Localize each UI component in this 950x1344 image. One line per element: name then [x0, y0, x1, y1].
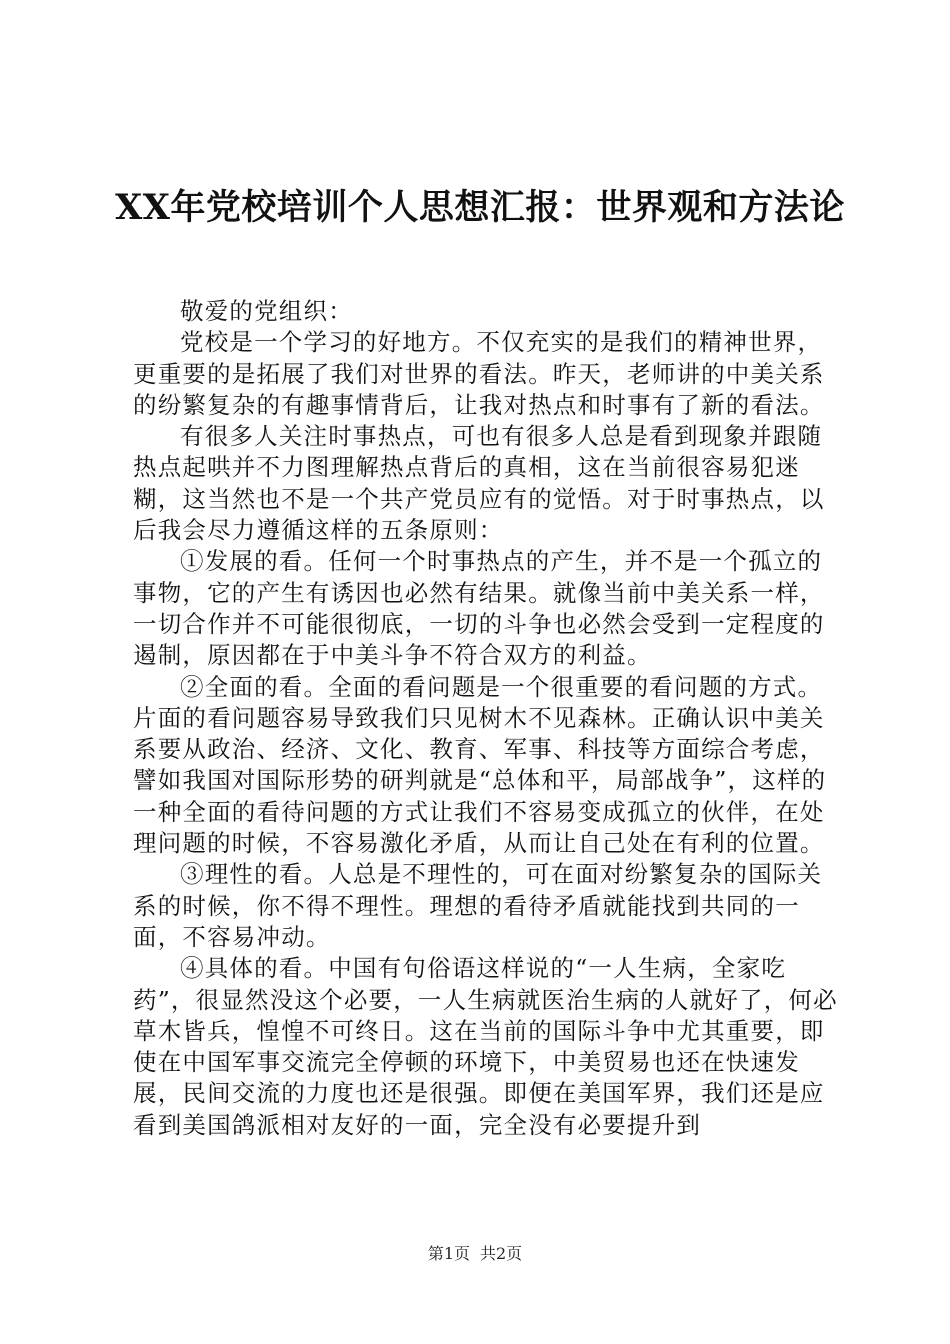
- page-total: 共2页: [480, 1244, 523, 1263]
- page-number: 第1页: [427, 1244, 470, 1263]
- paragraph: ④具体的看。中国有句俗语这样说的“一人生病，全家吃药”，很显然没这个必要，一人生病就医治生病的人就好了，何必草木皆兵，惶惶不可终日。这在当前的国际斗争中尤其重要，即使在中国军事交流完全停顿的环境下，中美贸易也还在快速发展，民间交流的力度也还是很强。即便在美国军界，我们还是应看到美国鸽派相对友好的一面，完全没有必要提升到: [133, 954, 838, 1139]
- paragraph: 党校是一个学习的好地方。不仅充实的是我们的精神世界，更重要的是拓展了我们对世界的看法。昨天，老师讲的中美关系的纷繁复杂的有趣事情背后，让我对热点和时事有了新的看法。: [133, 328, 825, 419]
- document-body: [133, 296, 841, 1141]
- paragraph: ③理性的看。人总是不理性的，可在面对纷繁复杂的国际关系的时候，你不得不理性。理想的看待矛盾就能找到共同的一面，不容易冲动。: [133, 860, 823, 951]
- paragraph: ②全面的看。全面的看问题是一个很重要的看问题的方式。片面的看问题容易导致我们只见树木不见森林。正确认识中美关系要从政治、经济、文化、教育、军事、科技等方面综合考虑，譬如我国对国际形势的研判就是“总体和平，局部战争”，这样的一种全面的看待问题的方式让我们不容易变成孤立的伙伴，在处理问题的时候，不容易激化矛盾，从而让自己处在有利的位置。: [133, 672, 827, 858]
- page-footer: [0, 1244, 950, 1264]
- salutation: 敬爱的党组织：: [180, 297, 353, 325]
- paragraph: ①发展的看。任何一个时事热点的产生，并不是一个孤立的事物，它的产生有诱因也必然有结果。就像当前中美关系一样，一切合作并不可能很彻底，一切的斗争也必然会受到一定程度的遏制，原因都在于中美斗争不符合双方的利益。: [133, 547, 825, 670]
- paragraph: 有很多人关注时事热点，可也有很多人总是看到现象并跟随热点起哄并不力图理解热点背后的真相，这在当前很容易犯迷糊，这当然也不是一个共产党员应有的觉悟。对于时事热点，以后我会尽力遵循这样的五条原则：: [133, 422, 825, 545]
- document-title: XX年党校培训个人思想汇报：世界观和方法论: [115, 187, 845, 228]
